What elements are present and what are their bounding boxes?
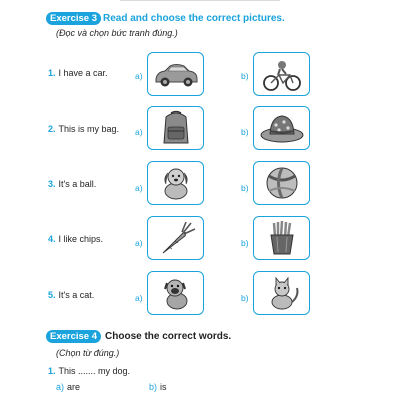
pug-dog-picture — [151, 274, 201, 312]
question-5 — [48, 290, 94, 300]
option-b-label: b) — [241, 293, 249, 303]
option-b-label: b) — [241, 238, 249, 248]
question-1 — [48, 68, 108, 78]
option-b-cat[interactable] — [253, 271, 310, 315]
question-3 — [48, 179, 96, 189]
option-b-ball[interactable] — [253, 161, 310, 205]
option-b-label: b) — [241, 127, 249, 137]
option-a-label: a) — [135, 293, 143, 303]
question-text: This ....... my dog. — [58, 366, 131, 376]
option-a-car[interactable] — [147, 52, 204, 96]
question-text: This is my bag. — [58, 124, 120, 134]
option-a-label: a) — [135, 238, 143, 248]
option-a-label: a) — [135, 127, 143, 137]
cat-picture — [257, 274, 307, 312]
option-b-label: b) — [241, 71, 249, 81]
option-a-label: a) — [135, 71, 143, 81]
option-a-dog[interactable] — [147, 161, 204, 205]
question-text: It's a cat. — [58, 290, 95, 300]
page-top-edge — [120, 0, 280, 4]
question-number: 2. — [48, 124, 56, 134]
car-picture — [151, 55, 201, 93]
option-a-carrot[interactable] — [147, 216, 204, 260]
question-number: 1. — [48, 366, 56, 376]
question-text: I like chips. — [58, 234, 104, 244]
question-2 — [48, 124, 119, 134]
answer-letter: a) — [56, 382, 65, 392]
option-b-hat[interactable] — [253, 106, 310, 150]
question-number: 4. — [48, 234, 56, 244]
option-a-pug-dog[interactable] — [147, 271, 204, 315]
option-b-label: b) — [241, 183, 249, 193]
question-number: 3. — [48, 179, 56, 189]
question-4 — [48, 234, 103, 244]
backpack-picture — [151, 109, 201, 147]
chips-picture — [257, 219, 307, 257]
dog-picture — [151, 164, 201, 202]
answer-text: is — [160, 382, 167, 392]
answer-letter: b) — [149, 382, 158, 392]
hat-picture — [257, 109, 307, 147]
bicycle-picture — [257, 55, 307, 93]
option-b-bicycle[interactable] — [253, 52, 310, 96]
question-number: 5. — [48, 290, 56, 300]
exercise-4-title: Choose the correct words. — [105, 331, 232, 342]
option-a-label: a) — [135, 183, 143, 193]
ball-picture — [257, 164, 307, 202]
exercise-3-subtitle: (Đọc và chọn bức tranh đúng.) — [56, 28, 178, 38]
answer-text: are — [67, 382, 81, 392]
question-text: It's a ball. — [58, 179, 97, 189]
exercise-3-title: Read and choose the correct pictures. — [103, 13, 285, 24]
option-a-backpack[interactable] — [147, 106, 204, 150]
exercise-3-header — [46, 12, 285, 25]
option-b-chips[interactable] — [253, 216, 310, 260]
exercise-4-question-1 — [48, 366, 130, 376]
carrot-picture — [151, 219, 201, 257]
question-text: I have a car. — [58, 68, 108, 78]
exercise-4-header — [46, 330, 231, 343]
answer-option-b[interactable] — [149, 382, 167, 392]
exercise-3-badge: Exercise 3 — [46, 12, 101, 25]
exercise-4-subtitle: (Chọn từ đúng.) — [56, 348, 120, 358]
answer-option-a[interactable] — [56, 382, 80, 392]
question-number: 1. — [48, 68, 56, 78]
exercise-4-badge: Exercise 4 — [46, 330, 101, 343]
